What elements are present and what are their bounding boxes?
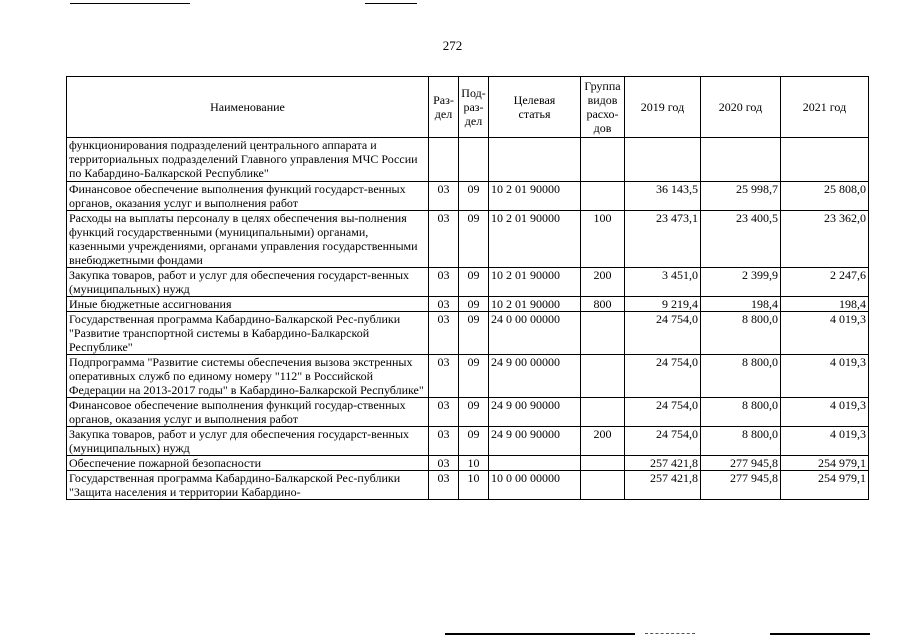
cell-name: Закупка товаров, работ и услуг для обеспечения государст-венных (муниципальных) нужд — [67, 268, 429, 297]
cell-target: 10 2 01 90000 — [489, 268, 581, 297]
cell-name: Иные бюджетные ассигнования — [67, 297, 429, 312]
cell-2020: 8 800,0 — [701, 312, 781, 355]
cell-2021: 4 019,3 — [781, 355, 869, 398]
cell-name: функционирования подразделений центрального аппарата и территориальных подразделений Главного управления МЧС России по Кабардино-Балкарской Республике" — [67, 138, 429, 182]
cell-2021: 4 019,3 — [781, 398, 869, 427]
table-row — [67, 182, 869, 211]
cell-2020: 25 998,7 — [701, 182, 781, 211]
table-row — [67, 456, 869, 471]
cell-podrazdel: 09 — [459, 182, 489, 211]
cell-2020: 277 945,8 — [701, 456, 781, 471]
cell-group: 200 — [581, 268, 625, 297]
cell-group — [581, 355, 625, 398]
cell-2021: 23 362,0 — [781, 211, 869, 268]
cell-target — [489, 456, 581, 471]
cell-razdel: 03 — [429, 398, 459, 427]
cell-group — [581, 312, 625, 355]
cell-2020: 8 800,0 — [701, 427, 781, 456]
cell-2021 — [781, 138, 869, 182]
cell-2019: 36 143,5 — [625, 182, 701, 211]
cell-podrazdel: 09 — [459, 312, 489, 355]
cell-razdel: 03 — [429, 182, 459, 211]
table-row — [67, 297, 869, 312]
cell-group: 200 — [581, 427, 625, 456]
cell-2020: 23 400,5 — [701, 211, 781, 268]
header-target: Целевая статья — [489, 77, 581, 138]
cell-razdel: 03 — [429, 297, 459, 312]
cell-2020: 198,4 — [701, 297, 781, 312]
cell-target: 24 9 00 90000 — [489, 398, 581, 427]
budget-table — [66, 76, 869, 500]
header-group: Группа видов расхо- дов — [581, 77, 625, 138]
cell-razdel: 03 — [429, 471, 459, 500]
cell-podrazdel: 09 — [459, 297, 489, 312]
cell-group — [581, 456, 625, 471]
cell-name: Финансовое обеспечение выполнения функций государ-ственных органов, оказания услуг и выполнения работ — [67, 398, 429, 427]
cell-2019: 257 421,8 — [625, 471, 701, 500]
cell-target — [489, 138, 581, 182]
table-row — [67, 427, 869, 456]
cell-target: 10 2 01 90000 — [489, 182, 581, 211]
table-header-row — [67, 77, 869, 138]
cell-target: 24 9 00 00000 — [489, 355, 581, 398]
cell-name: Закупка товаров, работ и услуг для обеспечения государст-венных (муниципальных) нужд — [67, 427, 429, 456]
cell-2020: 8 800,0 — [701, 398, 781, 427]
cell-2021: 2 247,6 — [781, 268, 869, 297]
cell-podrazdel: 10 — [459, 471, 489, 500]
cell-group — [581, 138, 625, 182]
cell-group — [581, 398, 625, 427]
cell-razdel: 03 — [429, 312, 459, 355]
cell-podrazdel — [459, 138, 489, 182]
cell-2019: 257 421,8 — [625, 456, 701, 471]
cell-2020: 8 800,0 — [701, 355, 781, 398]
cell-2020: 277 945,8 — [701, 471, 781, 500]
table-row — [67, 471, 869, 500]
header-2019: 2019 год — [625, 77, 701, 138]
cell-name: Государственная программа Кабардино-Балкарской Рес-публики "Защита населения и территории Кабардино- — [67, 471, 429, 500]
cell-name: Финансовое обеспечение выполнения функций государст-венных органов, оказания услуг и выполнения работ — [67, 182, 429, 211]
cell-2019: 24 754,0 — [625, 355, 701, 398]
cell-target: 10 2 01 90000 — [489, 297, 581, 312]
cell-2021: 198,4 — [781, 297, 869, 312]
cell-podrazdel: 09 — [459, 398, 489, 427]
cell-2021: 254 979,1 — [781, 471, 869, 500]
header-razdel: Раз- дел — [429, 77, 459, 138]
page-number: 272 — [442, 38, 463, 53]
cell-2019: 9 219,4 — [625, 297, 701, 312]
cell-2021: 25 808,0 — [781, 182, 869, 211]
cell-razdel: 03 — [429, 427, 459, 456]
header-2020: 2020 год — [701, 77, 781, 138]
cell-podrazdel: 10 — [459, 456, 489, 471]
cell-2019: 3 451,0 — [625, 268, 701, 297]
cell-name: Государственная программа Кабардино-Балкарской Рес-публики "Развитие транспортной системы в Кабардино-Балкарской Республике" — [67, 312, 429, 355]
table-row — [67, 138, 869, 182]
cell-group: 100 — [581, 211, 625, 268]
cell-razdel — [429, 138, 459, 182]
cell-podrazdel: 09 — [459, 268, 489, 297]
cell-2020 — [701, 138, 781, 182]
cell-2019: 24 754,0 — [625, 312, 701, 355]
bottom-rule-mid — [645, 633, 695, 634]
cell-podrazdel: 09 — [459, 355, 489, 398]
cell-2019: 24 754,0 — [625, 427, 701, 456]
cell-group — [581, 182, 625, 211]
cell-razdel: 03 — [429, 355, 459, 398]
cell-razdel: 03 — [429, 456, 459, 471]
cell-target: 24 9 00 90000 — [489, 427, 581, 456]
cell-target: 24 0 00 00000 — [489, 312, 581, 355]
bottom-rule-right — [770, 633, 870, 635]
cell-target: 10 0 00 00000 — [489, 471, 581, 500]
cell-group: 800 — [581, 297, 625, 312]
header-2021: 2021 год — [781, 77, 869, 138]
top-rule-left — [70, 3, 190, 4]
cell-name: Обеспечение пожарной безопасности — [67, 456, 429, 471]
cell-name: Расходы на выплаты персоналу в целях обеспечения вы-полнения функций государственными (муниципальными) органами, казенными учреждениями, органами управления государственными внебюджетными фондами — [67, 211, 429, 268]
bottom-rule-left — [445, 633, 635, 635]
cell-razdel: 03 — [429, 211, 459, 268]
cell-podrazdel: 09 — [459, 211, 489, 268]
cell-2019 — [625, 138, 701, 182]
cell-target: 10 2 01 90000 — [489, 211, 581, 268]
header-podrazdel: Под- раз- дел — [459, 77, 489, 138]
cell-2019: 24 754,0 — [625, 398, 701, 427]
table-row — [67, 312, 869, 355]
cell-2021: 254 979,1 — [781, 456, 869, 471]
table-row — [67, 268, 869, 297]
cell-2019: 23 473,1 — [625, 211, 701, 268]
cell-2021: 4 019,3 — [781, 312, 869, 355]
header-name: Наименование — [67, 77, 429, 138]
cell-group — [581, 471, 625, 500]
table-row — [67, 398, 869, 427]
top-rule-right — [365, 3, 417, 4]
cell-2020: 2 399,9 — [701, 268, 781, 297]
table-row — [67, 355, 869, 398]
cell-razdel: 03 — [429, 268, 459, 297]
cell-2021: 4 019,3 — [781, 427, 869, 456]
cell-podrazdel: 09 — [459, 427, 489, 456]
table-row — [67, 211, 869, 268]
cell-name: Подпрограмма "Развитие системы обеспечения вызова экстренных оперативных служб по единому номеру "112" в Российской Федерации на 2013-2017 годы" в Кабардино-Балкарской Республике" — [67, 355, 429, 398]
